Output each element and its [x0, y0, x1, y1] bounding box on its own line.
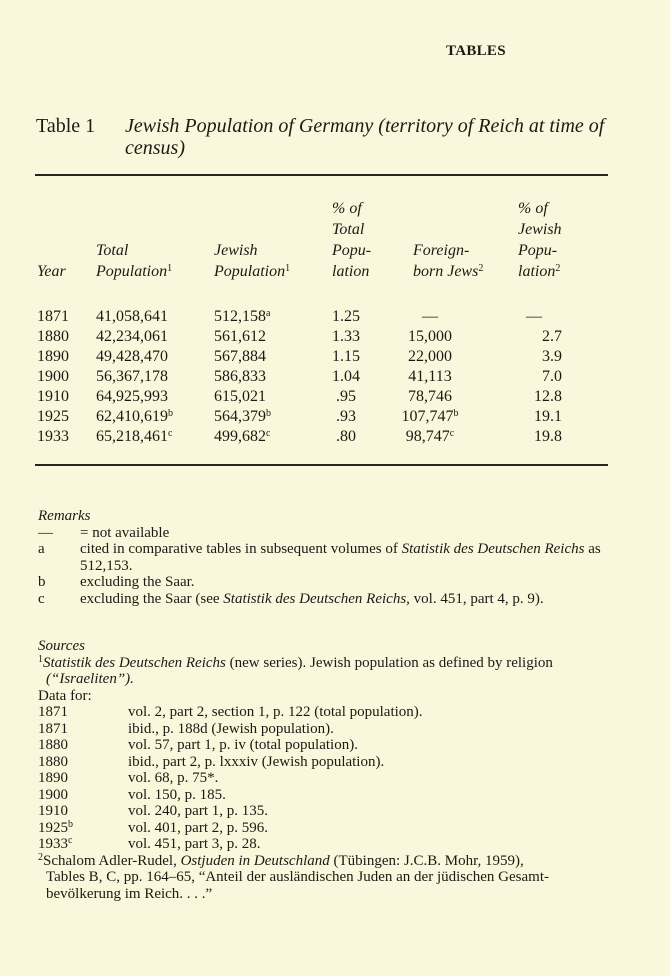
footnote-ref: b: [168, 408, 173, 419]
running-head: TABLES: [446, 43, 506, 59]
data-for-label: Data for:: [38, 687, 92, 704]
source-note-2-line2: Tables B, C, pp. 164–65, “Anteil der ausländischen Juden an der jüdischen Gesamt-: [46, 869, 549, 885]
remark-text: excluding the Saar.: [80, 574, 195, 590]
cell-pct-total: 1.33: [332, 328, 360, 345]
cell-jewish: [214, 307, 270, 327]
year: 1925: [38, 819, 68, 836]
col-header-jewish-population: [214, 240, 290, 282]
footnote-ref: c: [449, 428, 455, 439]
footnote-marker: 2: [38, 851, 43, 863]
header-line: born Jews: [413, 263, 479, 280]
footnote-ref: b: [266, 408, 271, 419]
source-note-2: [38, 853, 628, 870]
value: 64,925,993: [96, 388, 168, 405]
cell-jewish: [214, 367, 266, 387]
cell-pct-total: 1.04: [332, 368, 360, 385]
footnote-ref: 1: [167, 263, 173, 274]
cell-pct-jewish: 2.7: [542, 328, 562, 345]
footnote-ref: 2: [555, 263, 561, 274]
col-header-year: [37, 261, 66, 282]
header-line: Jewish: [214, 242, 258, 259]
cell-pct-total: .80: [336, 428, 356, 445]
cell-pct-total: 1.25: [332, 308, 360, 325]
cell-foreign: [380, 407, 480, 427]
cell-pct-total: 1.15: [332, 348, 360, 365]
header-line: lation: [518, 263, 556, 280]
remark-text: as 512,153.: [80, 541, 601, 574]
source-item: [38, 820, 628, 837]
remark-key: b: [38, 574, 46, 590]
cell-year: 1890: [37, 348, 69, 365]
year: 1871: [38, 720, 68, 737]
cell-pct-jewish: 3.9: [542, 348, 562, 365]
value: 22,000: [408, 348, 452, 365]
source-item: [38, 836, 628, 853]
source-item: [38, 770, 628, 787]
value: 98,747: [405, 428, 450, 445]
table-top-rule: [35, 174, 608, 176]
remarks-section: [38, 508, 618, 607]
value: 41,058,641: [96, 308, 168, 325]
value: 564,379: [214, 408, 266, 425]
year: 1933: [38, 836, 68, 852]
cell-foreign: [380, 307, 480, 327]
remark-item: [38, 574, 618, 591]
source-ref: ibid., p. 188d (Jewish population).: [128, 720, 334, 737]
cell-year: 1880: [37, 328, 69, 345]
footnote-ref: c: [168, 428, 173, 439]
value: 15,000: [408, 328, 452, 345]
header-line: Foreign-: [413, 242, 470, 259]
footnote-ref: a: [266, 308, 271, 319]
col-header-total-population: [96, 240, 172, 282]
cell-foreign: [380, 327, 480, 347]
cell-year: 1871: [37, 308, 69, 325]
header-line: % of: [332, 200, 362, 217]
source-ref: vol. 451, part 3, p. 28.: [128, 836, 261, 852]
source-year: [38, 704, 68, 721]
remark-text: vol. 451, part 4, p. 9).: [409, 590, 544, 607]
source-year: [38, 820, 73, 837]
value: 512,158: [214, 308, 266, 325]
remark-key: —: [38, 524, 53, 541]
table-bottom-rule: [35, 464, 608, 466]
cell-foreign: [380, 367, 480, 387]
cell-pct-jewish: 7.0: [542, 368, 562, 385]
cell-year: 1933: [37, 428, 69, 445]
header-line: Population: [214, 263, 286, 280]
cell-pct-jewish: 19.1: [534, 408, 562, 425]
footnote-marker: 1: [38, 653, 43, 665]
remark-item: [38, 541, 618, 574]
source-text: (Tübingen: J.C.B. Mohr, 1959),: [329, 852, 524, 869]
cell-total: [96, 307, 168, 327]
footnote-ref: b: [68, 818, 73, 830]
remark-item: [38, 591, 618, 608]
header-line: lation: [332, 263, 370, 280]
source-year: [38, 770, 68, 787]
source-author: Schalom Adler-Rudel,: [43, 852, 181, 869]
col-header-pct-total: [332, 198, 371, 282]
source-note-1: [38, 655, 628, 672]
remark-key: c: [38, 590, 45, 607]
source-item: [38, 704, 628, 721]
remark-title: Statistik des Deutschen Reichs: [401, 541, 585, 557]
cell-pct-jewish: —: [526, 308, 542, 325]
source-item: [38, 737, 628, 754]
cell-year: 1910: [37, 388, 69, 405]
source-title: Ostjuden in Deutschland: [180, 852, 330, 869]
remark-title: Statistik des Deutschen Reichs,: [223, 590, 410, 607]
cell-pct-jewish: 12.8: [534, 388, 562, 405]
source-year: [38, 737, 68, 754]
value: 586,833: [214, 368, 266, 385]
footnote-ref: c: [266, 428, 271, 439]
cell-jewish: [214, 327, 266, 347]
value: 62,410,619: [96, 408, 168, 425]
year: 1910: [38, 803, 68, 819]
source-note-1-cont: (“Israeliten”).: [46, 671, 134, 687]
footnote-ref: 1: [285, 263, 291, 274]
source-note-2-line3: bevölkerung im Reich. . . .”: [46, 885, 213, 902]
year: 1890: [38, 770, 68, 786]
header-line: Population: [96, 263, 168, 280]
source-text: (new series). Jewish population as defined by religion: [225, 654, 553, 671]
source-item: [38, 787, 628, 804]
header-line: Popu-: [332, 242, 372, 259]
source-item: [38, 754, 628, 771]
year: 1900: [38, 786, 68, 803]
remarks-heading: Remarks: [38, 508, 91, 524]
source-ref: vol. 2, part 2, section 1, p. 122 (total population).: [128, 704, 423, 720]
value: —: [422, 308, 438, 325]
footnote-ref: 2: [478, 263, 484, 274]
cell-foreign: [380, 347, 480, 367]
value: 499,682: [214, 428, 266, 445]
sources-heading: Sources: [38, 638, 85, 654]
cell-pct-jewish: 19.8: [534, 428, 562, 445]
cell-pct-total: .93: [336, 408, 356, 425]
value: 615,021: [214, 388, 266, 405]
value: 65,218,461: [96, 428, 168, 445]
remark-text: = not available: [80, 524, 170, 541]
cell-total: [96, 407, 173, 427]
table-number: Table 1: [36, 115, 96, 137]
source-item: [38, 721, 628, 738]
cell-jewish: [214, 347, 266, 367]
source-ref: vol. 68, p. 75*.: [128, 770, 219, 786]
cell-year: 1925: [37, 408, 69, 425]
cell-total: [96, 367, 168, 387]
col-header-foreign-born: [413, 240, 483, 282]
cell-total: [96, 327, 168, 347]
remark-item: [38, 525, 618, 542]
value: 42,234,061: [96, 328, 168, 345]
value: 41,113: [408, 368, 452, 385]
remark-key: a: [38, 541, 45, 557]
table-caption: Jewish Population of Germany (territory of Reich at time of census): [125, 115, 605, 159]
cell-total: [96, 387, 168, 407]
header-line: Total: [96, 242, 129, 259]
footnote-ref: c: [68, 835, 73, 846]
source-ref: vol. 401, part 2, p. 596.: [128, 819, 268, 836]
source-year: [38, 836, 72, 853]
source-item: [38, 803, 628, 820]
value: 78,746: [408, 388, 452, 405]
cell-year: 1900: [37, 368, 69, 385]
value: 107,747: [401, 408, 454, 425]
source-year: [38, 754, 68, 771]
cell-jewish: [214, 407, 271, 427]
cell-jewish: [214, 427, 270, 447]
year: 1880: [38, 753, 68, 770]
col-header-pct-jewish: [518, 198, 562, 282]
source-year: [38, 803, 68, 820]
value: 49,428,470: [96, 348, 168, 365]
header-line: Popu-: [518, 242, 558, 259]
col-header-year-text: Year: [37, 263, 66, 280]
remark-text: excluding the Saar (see: [80, 590, 224, 607]
source-year: [38, 787, 68, 804]
value: 56,367,178: [96, 368, 168, 385]
remark-text: cited in comparative tables in subsequent volumes of: [80, 541, 402, 557]
value: 561,612: [214, 328, 266, 345]
source-ref: vol. 150, p. 185.: [128, 786, 226, 803]
footnote-ref: b: [453, 408, 459, 419]
value: 567,884: [214, 348, 266, 365]
header-line: Total: [332, 221, 365, 238]
header-line: % of: [518, 200, 548, 217]
source-ref: vol. 57, part 1, p. iv (total population).: [128, 737, 358, 753]
sources-section: [38, 638, 628, 902]
source-ref: ibid., part 2, p. lxxxiv (Jewish population).: [128, 753, 385, 770]
cell-jewish: [214, 387, 266, 407]
cell-total: [96, 347, 168, 367]
cell-pct-total: .95: [336, 388, 356, 405]
cell-foreign: [380, 387, 480, 407]
cell-foreign: [380, 427, 480, 447]
year: 1871: [38, 704, 68, 720]
source-ref: vol. 240, part 1, p. 135.: [128, 803, 268, 819]
source-year: [38, 721, 68, 738]
source-title: Statistik des Deutschen Reichs: [43, 654, 226, 671]
year: 1880: [38, 737, 68, 753]
header-line: Jewish: [518, 221, 562, 238]
cell-total: [96, 427, 172, 447]
